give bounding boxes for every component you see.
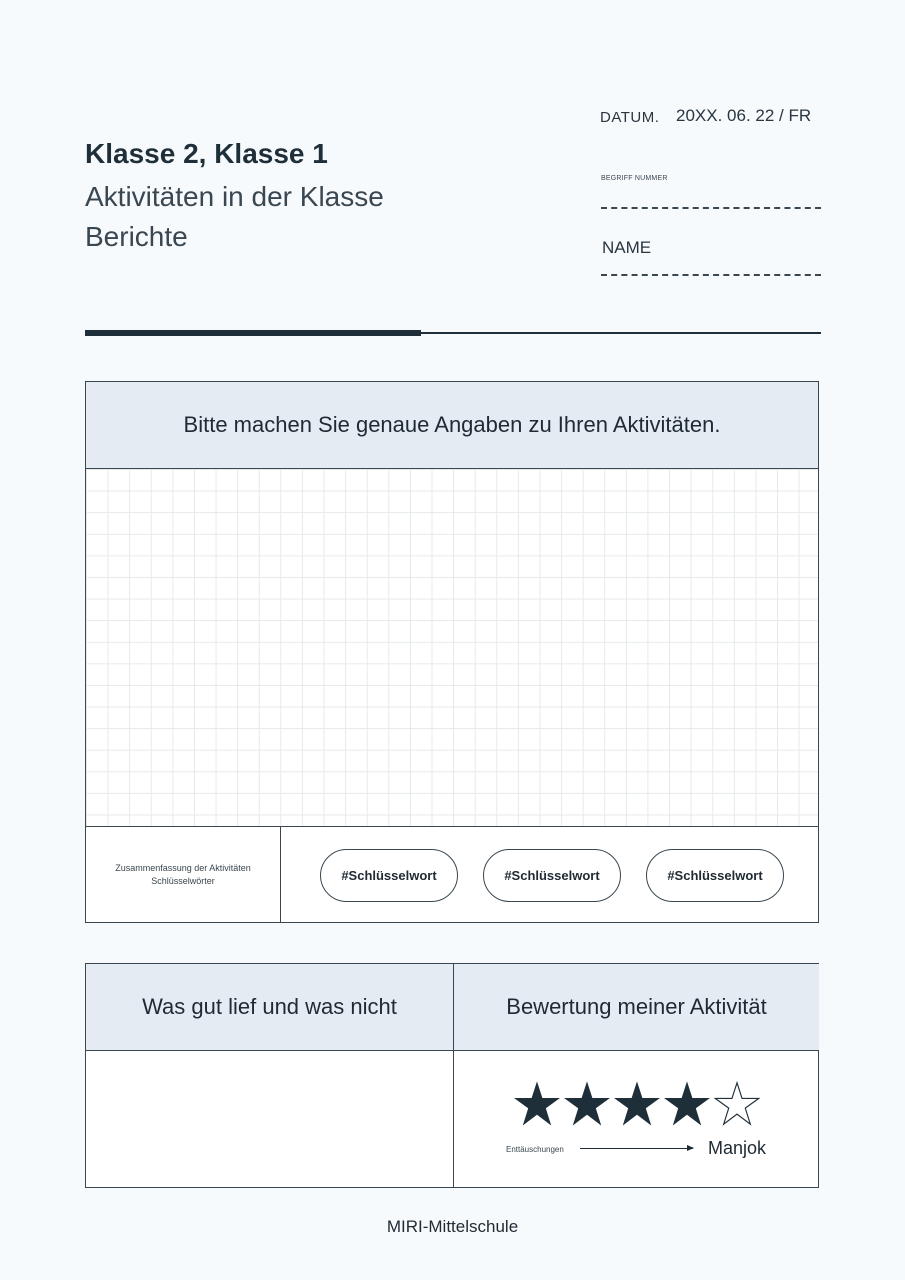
- name-field[interactable]: [601, 274, 821, 276]
- scale-arrow: [580, 1148, 693, 1149]
- keyword-tag[interactable]: #Schlüsselwort: [646, 849, 784, 902]
- column-divider: [453, 964, 454, 1187]
- footer-school-name: MIRI-Mittelschule: [386, 1217, 519, 1236]
- star-filled-icon[interactable]: [514, 1081, 560, 1131]
- term-number-label: BEGRIFF NUMMER: [601, 175, 668, 182]
- star-filled-icon[interactable]: [664, 1081, 710, 1131]
- name-label: NAME: [602, 238, 652, 257]
- star-filled-icon[interactable]: [564, 1081, 610, 1131]
- review-box: [85, 963, 819, 1188]
- what-went-well-heading: Was gut lief und was nicht: [86, 964, 453, 1051]
- summary-cell: [86, 827, 281, 923]
- activity-writing-grid[interactable]: [86, 469, 818, 827]
- date-label: DATUM.: [600, 109, 660, 126]
- header-divider-accent: [85, 330, 421, 336]
- summary-label: Zusammenfassung der Aktivitäten: [115, 863, 251, 873]
- page-title: Klasse 2, Klasse 1: [85, 138, 328, 169]
- activity-box: [85, 381, 819, 923]
- keyword-tag[interactable]: #Schlüsselwort: [320, 849, 458, 902]
- star-filled-icon[interactable]: [614, 1081, 660, 1131]
- keyword-tag[interactable]: #Schlüsselwort: [483, 849, 621, 902]
- what-went-well-field[interactable]: [86, 1052, 453, 1187]
- page-subtitle: Aktivitäten in der Klasse Berichte: [85, 181, 384, 252]
- scale-high-label: Manjok: [708, 1138, 767, 1158]
- term-number-field[interactable]: [601, 207, 821, 209]
- keywords-label: Schlüsselwörter: [151, 876, 215, 886]
- star-empty-icon[interactable]: [714, 1081, 760, 1131]
- scale-low-label: Enttäuschungen: [506, 1145, 564, 1154]
- star-rating[interactable]: [514, 1081, 764, 1131]
- date-value: 20XX. 06. 22 / FR: [676, 106, 812, 125]
- activity-heading: Bitte machen Sie genaue Angaben zu Ihren Aktivitäten.: [86, 382, 818, 469]
- rating-heading: Bewertung meiner Aktivität: [454, 964, 819, 1051]
